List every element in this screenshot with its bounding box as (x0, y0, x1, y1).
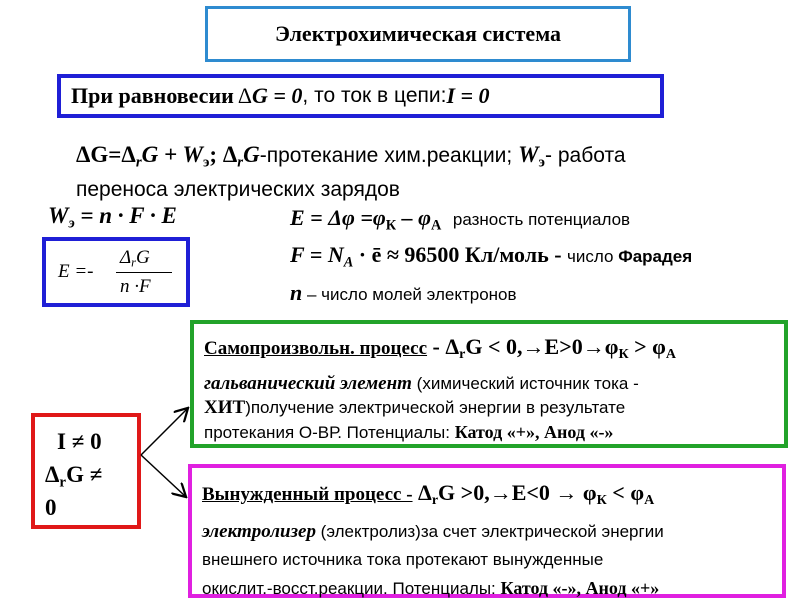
spontaneous-rest-2: )получение электрической энергии в результате (245, 398, 626, 418)
fraction-num-r: r (131, 255, 136, 270)
forced-electrodes: Катод «-», Анод «+» (500, 578, 660, 599)
definition-line-2: переноса электрических зарядов (76, 178, 400, 201)
fraction-lhs: E =- (58, 261, 94, 282)
definition-lhs: ΔG=Δ (76, 142, 136, 167)
work-rest: = n · F · E (74, 203, 177, 228)
definition-text1: -протекание хим.реакции; (259, 144, 519, 167)
spontaneous-term-1: гальванический элемент (204, 373, 412, 395)
equilibrium-current: I = 0 (446, 83, 490, 108)
forced-formula-a2: А (644, 493, 655, 509)
spontaneous-line4-text: протекания О-ВР. Потенциалы: (204, 423, 455, 443)
definition-text2: - работа (545, 144, 626, 167)
spontaneous-formula-b: G < 0,→E>0→φ (465, 334, 619, 359)
forced-box (188, 464, 786, 598)
fraction-num-g: G (135, 247, 150, 268)
definition-e1: э (202, 154, 210, 171)
condition-zero: 0 (45, 495, 57, 520)
potential-k: К (385, 217, 397, 234)
forced-term: электролизер (202, 521, 316, 543)
definition-r2: r (237, 154, 244, 171)
potential-minus: – φ (396, 205, 432, 230)
condition-d: Δ (45, 462, 60, 487)
equilibrium-g: G = 0 (251, 83, 303, 108)
forced-formula-a: Δ (412, 480, 432, 505)
spontaneous-rest-1: (химический источник тока - (411, 374, 639, 394)
equilibrium-delta: Δ (237, 83, 252, 108)
work-e: э (68, 215, 75, 232)
spontaneous-electrodes: Катод «+», Анод «-» (454, 422, 614, 443)
spontaneous-formula-a: - Δ (427, 334, 460, 359)
faraday-lhs: F = N (290, 242, 344, 267)
forced-line-2 (202, 520, 774, 544)
page-title: Электрохимическая система (274, 21, 562, 46)
spontaneous-formula-r: r (459, 347, 466, 363)
definition-g1: G + W (141, 142, 203, 167)
forced-heading-line (202, 476, 774, 518)
spontaneous-formula-a2: А (665, 347, 677, 363)
potential-lhs: E = Δφ =φ (290, 205, 386, 230)
arrow-up (141, 409, 187, 455)
definition-sep: ; Δ (209, 142, 238, 167)
spontaneous-heading-line (204, 330, 776, 372)
equilibrium-middle: , то ток в цепи: (302, 84, 447, 107)
condition-current: I ≠ 0 (57, 429, 102, 454)
faraday-name: Фарадея (618, 247, 693, 266)
definition-g2: G (243, 142, 260, 167)
faraday-mid: · ē ≈ 96500 Кл/моль - (353, 242, 568, 267)
spontaneous-term-2: ХИТ (204, 397, 246, 419)
forced-formula-r: r (431, 493, 439, 509)
spontaneous-heading: Самопроизвольн. процесс (204, 338, 428, 359)
definition-e2: э (538, 154, 546, 171)
work-w: W (48, 203, 69, 228)
definition-w: W (518, 142, 539, 167)
spontaneous-line-4 (204, 420, 776, 445)
fraction-num-d: Δ (120, 247, 132, 268)
condition-g: G ≠ (66, 462, 103, 487)
spontaneous-line-3 (204, 396, 776, 420)
forced-formula-b: G >0,→E<0 → φ (438, 480, 597, 505)
forced-rest: (электролиз)за счет электрической энергии (315, 522, 664, 542)
potential-a: А (431, 217, 442, 234)
forced-line-4 (202, 576, 774, 601)
moles-label: – число молей электронов (302, 285, 517, 304)
forced-line4-text: окислит.-восст.реакции. Потенциалы: (202, 579, 501, 599)
forced-formula-c: < φ (606, 480, 645, 505)
forced-heading: Вынужденный процесс - (202, 484, 413, 505)
spontaneous-line-2 (204, 372, 776, 396)
forced-line-3: внешнего источника тока протекают вынужденные (202, 550, 604, 570)
equilibrium-prefix: При равновесии (71, 83, 234, 108)
definition-r1: r (135, 154, 142, 171)
fraction-denominator: n ·F (120, 276, 151, 297)
faraday-a: A (343, 254, 354, 271)
condition-r: r (59, 474, 67, 491)
moles-n: n (290, 280, 303, 305)
arrow-down (141, 455, 185, 496)
spontaneous-formula-k: К (618, 347, 629, 363)
potential-label: разность потенциалов (452, 210, 631, 229)
spontaneous-box (190, 320, 788, 448)
forced-formula-k: К (596, 493, 607, 509)
spontaneous-formula-c: > φ (628, 334, 666, 359)
faraday-label: число (567, 247, 619, 266)
